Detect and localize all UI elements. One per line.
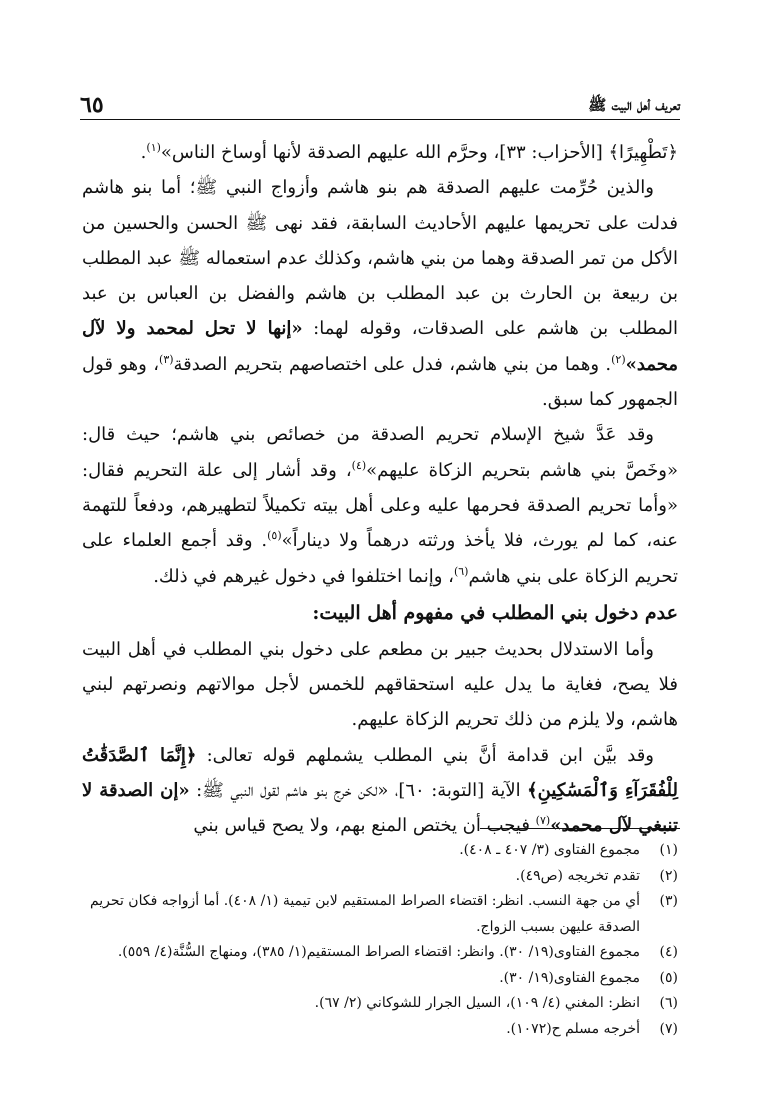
footnote-number: (١) bbox=[659, 842, 678, 858]
footnote-ref-6: (٦) bbox=[453, 564, 469, 578]
footnote bbox=[82, 966, 678, 992]
header-rule bbox=[80, 119, 680, 120]
footnote bbox=[82, 864, 678, 890]
footnote bbox=[82, 838, 678, 864]
footnote-text: انظر: المغني (٤/ ١٠٩)، السيل الجرار للشوكاني (٢/ ٦٧). bbox=[314, 995, 640, 1011]
paragraph-3 bbox=[82, 417, 678, 593]
footnote-ref-7: (٧) bbox=[535, 814, 551, 828]
p3-text: وقد عَدَّ شيخ الإسلام تحريم الصدقة من خصائص بني هاشم؛ حيث قال: «وخَصَّ بني هاشم بتحريم الزكاة عليهم» bbox=[82, 424, 679, 481]
footnote-number: (٤) bbox=[659, 944, 678, 960]
p2-hadith-quote: «إنها لا تحل لمحمد ولا لآل محمد» bbox=[82, 318, 678, 375]
footnote-number: (٣) bbox=[659, 893, 678, 909]
footnote-number: (٧) bbox=[659, 1020, 678, 1037]
page-header bbox=[80, 88, 680, 118]
footnote-ref-1: (١) bbox=[146, 141, 161, 154]
p5-text-c: فيجب أن يختص المنع بهم، ولا يصح قياس بني bbox=[193, 815, 536, 837]
footnote-number: (٦) bbox=[659, 995, 678, 1011]
p2-text-b: . وهما من بني هاشم، فدل على اختصاصهم بتحريم الصدقة bbox=[173, 353, 612, 375]
p3-text-c: . وقد أجمع العلماء على تحريم الزكاة على بني هاشم bbox=[82, 530, 678, 587]
p2-text-c: ، وهو قول الجمهور كما سبق. bbox=[82, 353, 678, 411]
p2-text: والذين حُرِّمت عليهم الصدقة هم بنو هاشم وأزواج النبي ﷺ؛ أما بنو هاشم فدلت على تحريمها عليهم الأحاديث السابقة، فقد نهى ﷺ الحسن والحسين من الأكل من تمر الصدقة وهما من بني هاشم، وكذلك عدم استعماله ﷺ عبد المطلب بن ربيعة بن الحارث بن عبد المطلب بن هاشم والفضل بن العباس بن عبد المطلب بن هاشم على الصدقات، وقوله لهما: bbox=[82, 177, 678, 340]
p5-text: وقد بيَّن ابن قدامة أنَّ بني المطلب يشملهم قوله تعالى: bbox=[196, 744, 654, 766]
footnote-ref-4: (٤) bbox=[351, 458, 367, 472]
running-title: تعريف أهل البيت ﷺ bbox=[588, 96, 680, 114]
p1-text: ﴿تَطْهِيرًا﴾ [الأحزاب: ٣٣]، وحرَّم الله عليهم الصدقة لأنها أوساخ الناس» bbox=[160, 142, 678, 163]
footnote bbox=[82, 889, 678, 940]
p5-text-b: الآية [التوبة: ٦٠]، «لكن خرج بنو هاشم لقول النبي ﷺ: bbox=[189, 780, 528, 802]
footnote bbox=[82, 991, 678, 1017]
footnote-text: مجموع الفتاوى(١٩/ ٣٠). bbox=[499, 969, 640, 986]
p1-end: . bbox=[140, 142, 147, 163]
footnote-text: أخرجه مسلم ح(١٠٧٢). bbox=[506, 1020, 640, 1037]
footnote-ref-5: (٥) bbox=[267, 529, 282, 543]
quran-verse: ﴿إِنَّمَا ٱلصَّدَقَٰتُ لِلْفُقَرَآءِ وَٱلْمَسَٰكِينِ﴾ bbox=[82, 744, 678, 802]
footnote-number: (٢) bbox=[659, 867, 678, 884]
footnote-text: مجموع الفتاوى (٣/ ٤٠٧ ـ ٤٠٨). bbox=[459, 842, 640, 858]
paragraph-1 bbox=[82, 135, 678, 170]
p3-text-d: ، وإنما اختلفوا في دخول غيرهم في ذلك. bbox=[153, 565, 454, 587]
footnote bbox=[82, 1017, 678, 1043]
paragraph-2 bbox=[82, 170, 678, 417]
footnote-ref-3: (٣) bbox=[159, 352, 174, 366]
footnote-text: أي من جهة النسب. انظر: اقتضاء الصراط المستقيم لابن تيمية (١/ ٤٠٨). أما أزواجه فكان تحريم الصدقة عليهن بسبب الزواج. bbox=[89, 893, 640, 935]
footnote bbox=[82, 940, 678, 966]
p5-hadith-quote: «إن الصدقة لا تنبغي لآل محمد» bbox=[82, 780, 678, 837]
footnote-rule bbox=[480, 828, 680, 829]
footnote-text: مجموع الفتاوى(١٩/ ٣٠). وانظر: اقتضاء الصراط المستقيم(١/ ٣٨٥)، ومنهاج السُّنَّة(٤/ ٥٥٩). bbox=[117, 944, 640, 960]
main-text bbox=[82, 135, 678, 844]
footnotes bbox=[82, 838, 678, 1042]
paragraph-4: وأما الاستدلال بحديث جبير بن مطعم على دخول بني المطلب في أهل البيت فلا يصح، فغاية ما يدل عليه استحقاقهم للخمس لأجل موالاتهم ونصرتهم لبني هاشم، ولا يلزم من ذلك تحريم الزكاة عليهم. bbox=[82, 638, 678, 731]
footnote-text: تقدم تخريجه (ص٤٩). bbox=[515, 867, 640, 884]
footnote-ref-2: (٢) bbox=[611, 352, 626, 366]
p3-text-b: ، وقد أشار إلى علة التحريم فقال: «وأما تحريم الصدقة فحرمها عليه وعلى أهل بيته تكميلاً لتطهيرهم، ودفعاً للتهمة عنه، كما لم يورث، فلا يأخذ ورثته درهماً ولا ديناراً» bbox=[82, 459, 678, 552]
footnote-number: (٥) bbox=[659, 969, 678, 986]
section-heading: عدم دخول بني المطلب في مفهوم أهل البيت: bbox=[312, 601, 678, 624]
page-number: ٦٥ bbox=[80, 92, 104, 118]
